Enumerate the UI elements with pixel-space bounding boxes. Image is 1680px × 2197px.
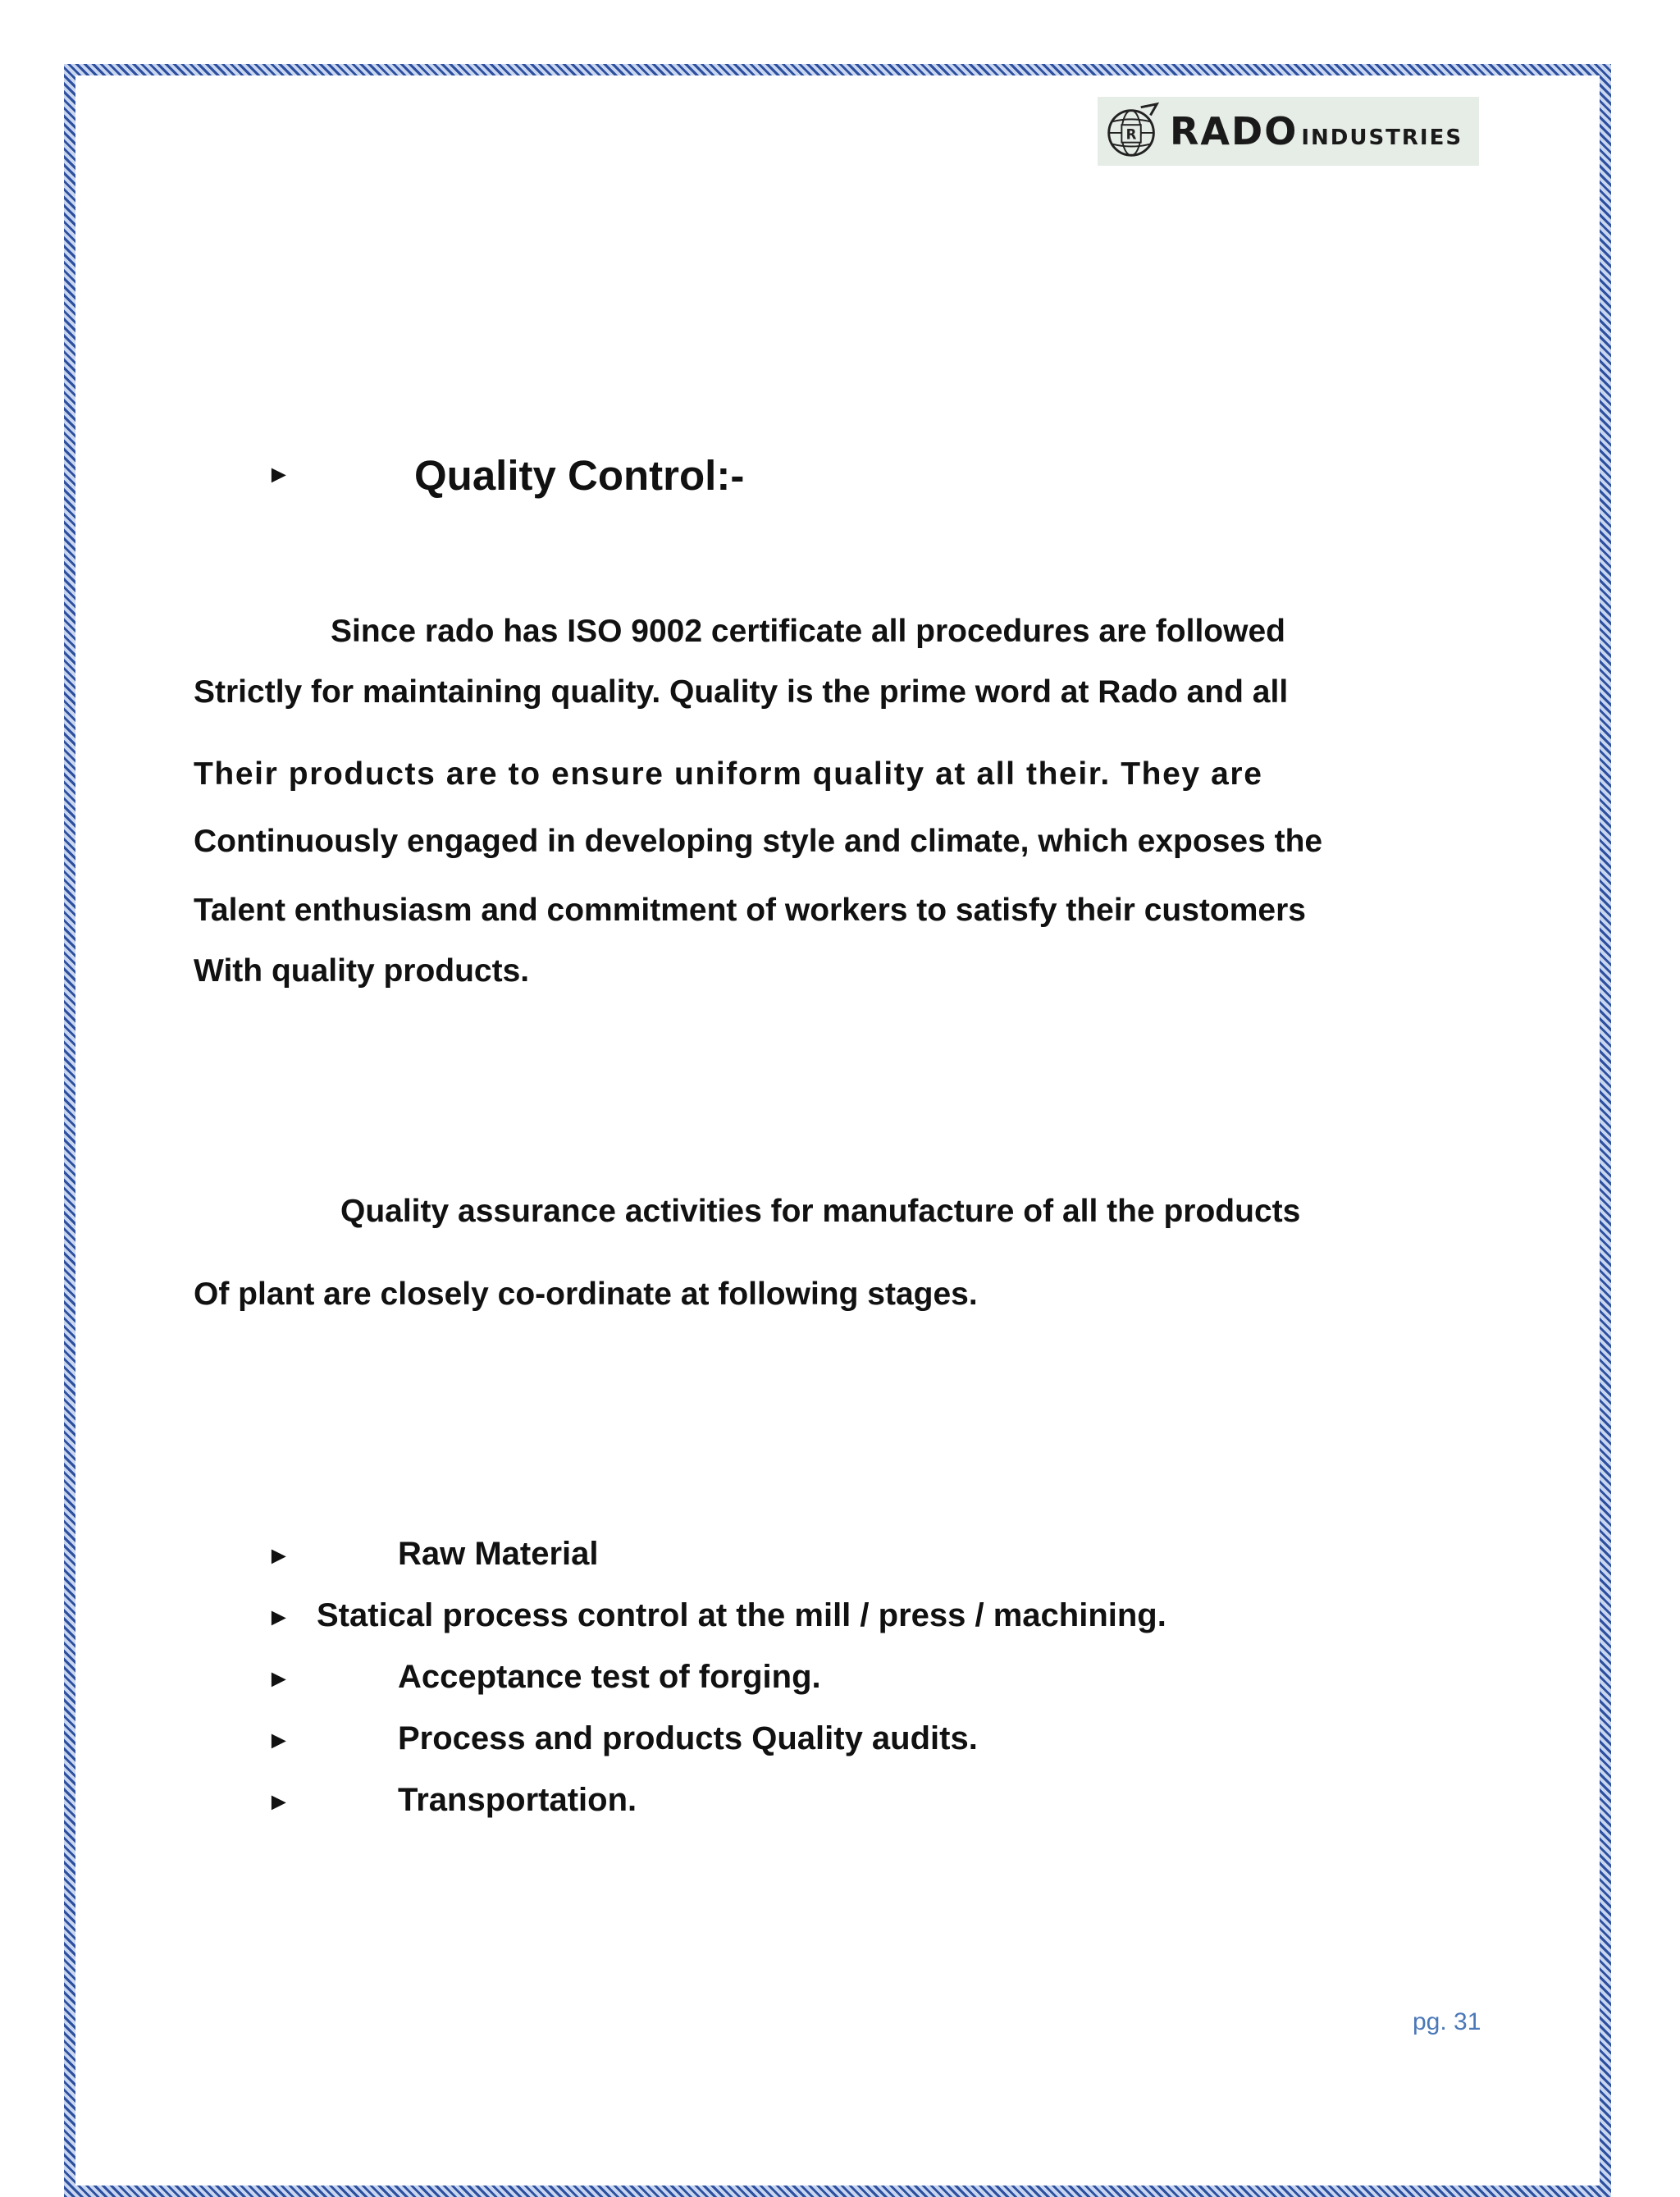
bullet-icon: ►: [267, 1727, 291, 1754]
paragraph1-line: Since rado has ISO 9002 certificate all procedures are followed: [331, 614, 1285, 649]
page-number: pg. 31: [1413, 2008, 1481, 2035]
bullet-icon: ►: [267, 1788, 291, 1816]
logo-brand: RADO: [1170, 109, 1299, 153]
paragraph2-line: Quality assurance activities for manufacture of all the products: [340, 1194, 1301, 1229]
company-logo: [1098, 97, 1479, 166]
page-border: [64, 64, 1611, 2197]
logo-suffix: INDUSTRIES: [1301, 126, 1463, 150]
paragraph1-line: With quality products.: [194, 953, 530, 989]
paragraph2-line: Of plant are closely co-ordinate at following stages.: [194, 1277, 978, 1312]
paragraph1-line: Their products are to ensure uniform quality at all their. They are: [194, 756, 1263, 792]
bullet-icon: ►: [267, 1665, 291, 1692]
logo-wordmark: [1170, 109, 1463, 153]
list-item: Process and products Quality audits.: [398, 1720, 978, 1756]
paragraph1-line: Talent enthusiasm and commitment of workers to satisfy their customers: [194, 893, 1306, 928]
logo-emblem-letter: R: [1125, 126, 1137, 143]
list-item: Acceptance test of forging.: [398, 1659, 821, 1695]
list-item: Transportation.: [398, 1782, 637, 1818]
paragraph1-line: Strictly for maintaining quality. Quality is the prime word at Rado and all: [194, 674, 1289, 710]
globe-emblem-icon: [1101, 99, 1165, 163]
paragraph1-line: Continuously engaged in developing style and climate, which exposes the: [194, 824, 1323, 859]
list-item: Statical process control at the mill / press / machining.: [317, 1597, 1166, 1633]
bullet-icon: ►: [267, 1604, 291, 1631]
heading-bullet-icon: ►: [267, 461, 291, 488]
section-heading: Quality Control:-: [414, 452, 745, 499]
bullet-icon: ►: [267, 1542, 291, 1569]
list-item: Raw Material: [398, 1536, 599, 1572]
